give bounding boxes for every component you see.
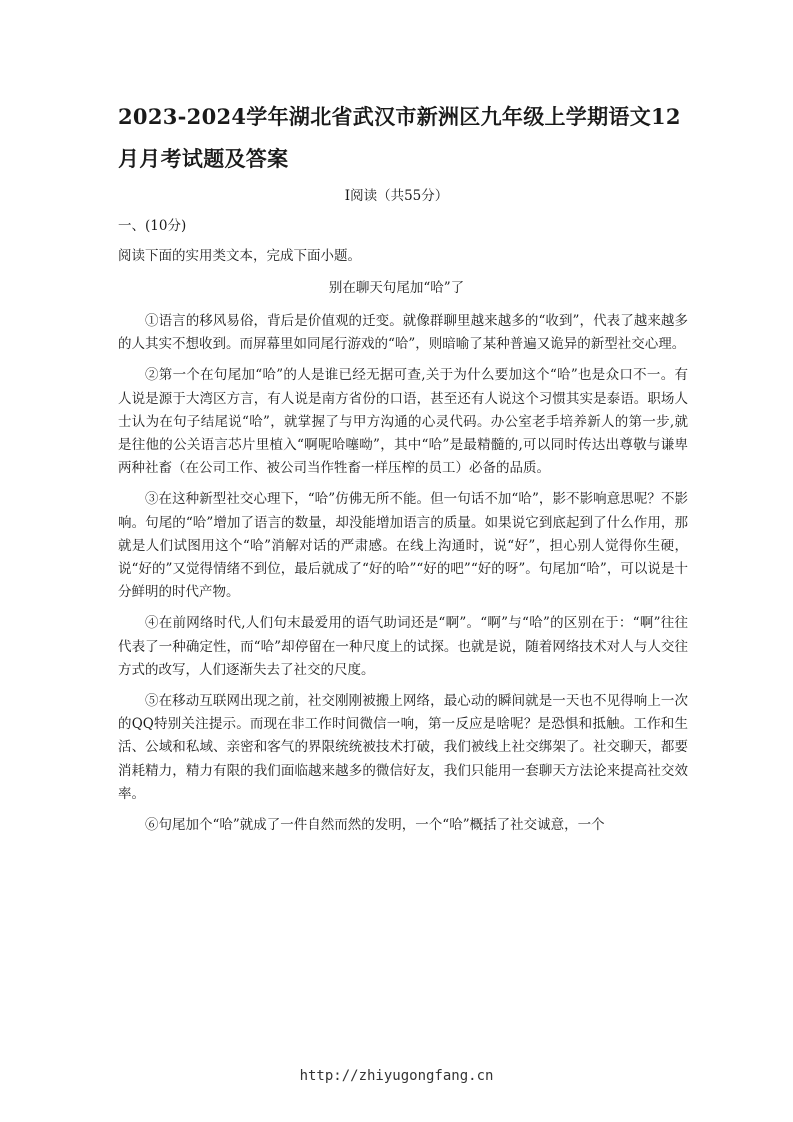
paragraph-4: ④在前网络时代,人们句末最爱用的语气助词还是“啊”。“啊”与“哈”的区别在于：“啊”往往代表了一种确定性，而“哈”却停留在一种尺度上的试探。也就是说，随着网络技术对人与人交往方式的改写，人们逐渐失去了社交的尺度。 — [118, 615, 688, 678]
paragraph-1: ①语言的移风易俗，背后是价值观的迁变。就像群聊里越来越多的“收到”，代表了越来越多的人其实不想收到。而屏幕里如同尾行游戏的“哈”，则暗喻了某种普遍又诡异的新型社交心理。 — [118, 313, 688, 353]
document-title: 2023-2024学年湖北省武汉市新洲区九年级上学期语文12月月考试题及答案 — [118, 104, 681, 171]
paragraph-5: ⑤在移动互联网出现之前，社交刚刚被搬上网络，最心动的瞬间就是一天也不见得响上一次的QQ特别关注提示。而现在非工作时间微信一响，第一反应是啥呢？是恐惧和抵触。工作和生活、公域和私域、亲密和客气的界限统统被技术打破，我们被线上社交绑架了。社交聊天，都要消耗精力，精力有限的我们面临越来越多的微信好友，我们只能用一套聊天方法论来提高社交效率。 — [118, 693, 688, 802]
paragraph-6: ⑥句尾加个“哈”就成了一件自然而然的发明，一个“哈”概括了社交诚意，一个 — [145, 817, 605, 834]
article-body — [118, 310, 688, 845]
paragraph-3: ③在这种新型社交心理下，“哈”仿佛无所不能。但一句话不加“哈”，影不影响意思呢？不影响。句尾的“哈”增加了语言的数量，却没能增加语言的质量。如果说它到底起到了什么作用，那就是人们试图用这个“哈”消解对话的严肃感。在线上沟通时，说“好”，担心别人觉得你生硬，说“好的”又觉得情绪不到位，最后就成了“好的哈”“好的吧”“好的呀”。句尾加“哈”，可以说是十分鲜明的时代产物。 — [118, 491, 688, 601]
section-title: Ⅰ阅读（共55分） — [344, 188, 449, 204]
question-header: 一、(10分) — [118, 218, 187, 234]
footer-url: http://zhiyugongfang.cn — [299, 1068, 494, 1084]
paragraph-2: ②第一个在句尾加“哈”的人是谁已经无据可查,关于为什么要加这个“哈”也是众口不一。有人说是源于大湾区方言，有人说是南方省份的口语，甚至还有人说这个习惯其实是泰语。职场人士认为在句子结尾说“哈”，就掌握了与甲方沟通的心灵代码。办公室老手培养新人的第一步,就是往他的公关语言芯片里植入“啊呢哈噻呦”，其中“哈”是最精髓的,可以同时传达出尊敬与谦卑两种社畜（在公司工作、被公司当作牲畜一样压榨的员工）必备的品质。 — [118, 367, 688, 477]
reading-instruction: 阅读下面的实用类文本，完成下面小题。 — [118, 248, 361, 264]
article-title: 别在聊天句尾加“哈”了 — [328, 280, 465, 296]
